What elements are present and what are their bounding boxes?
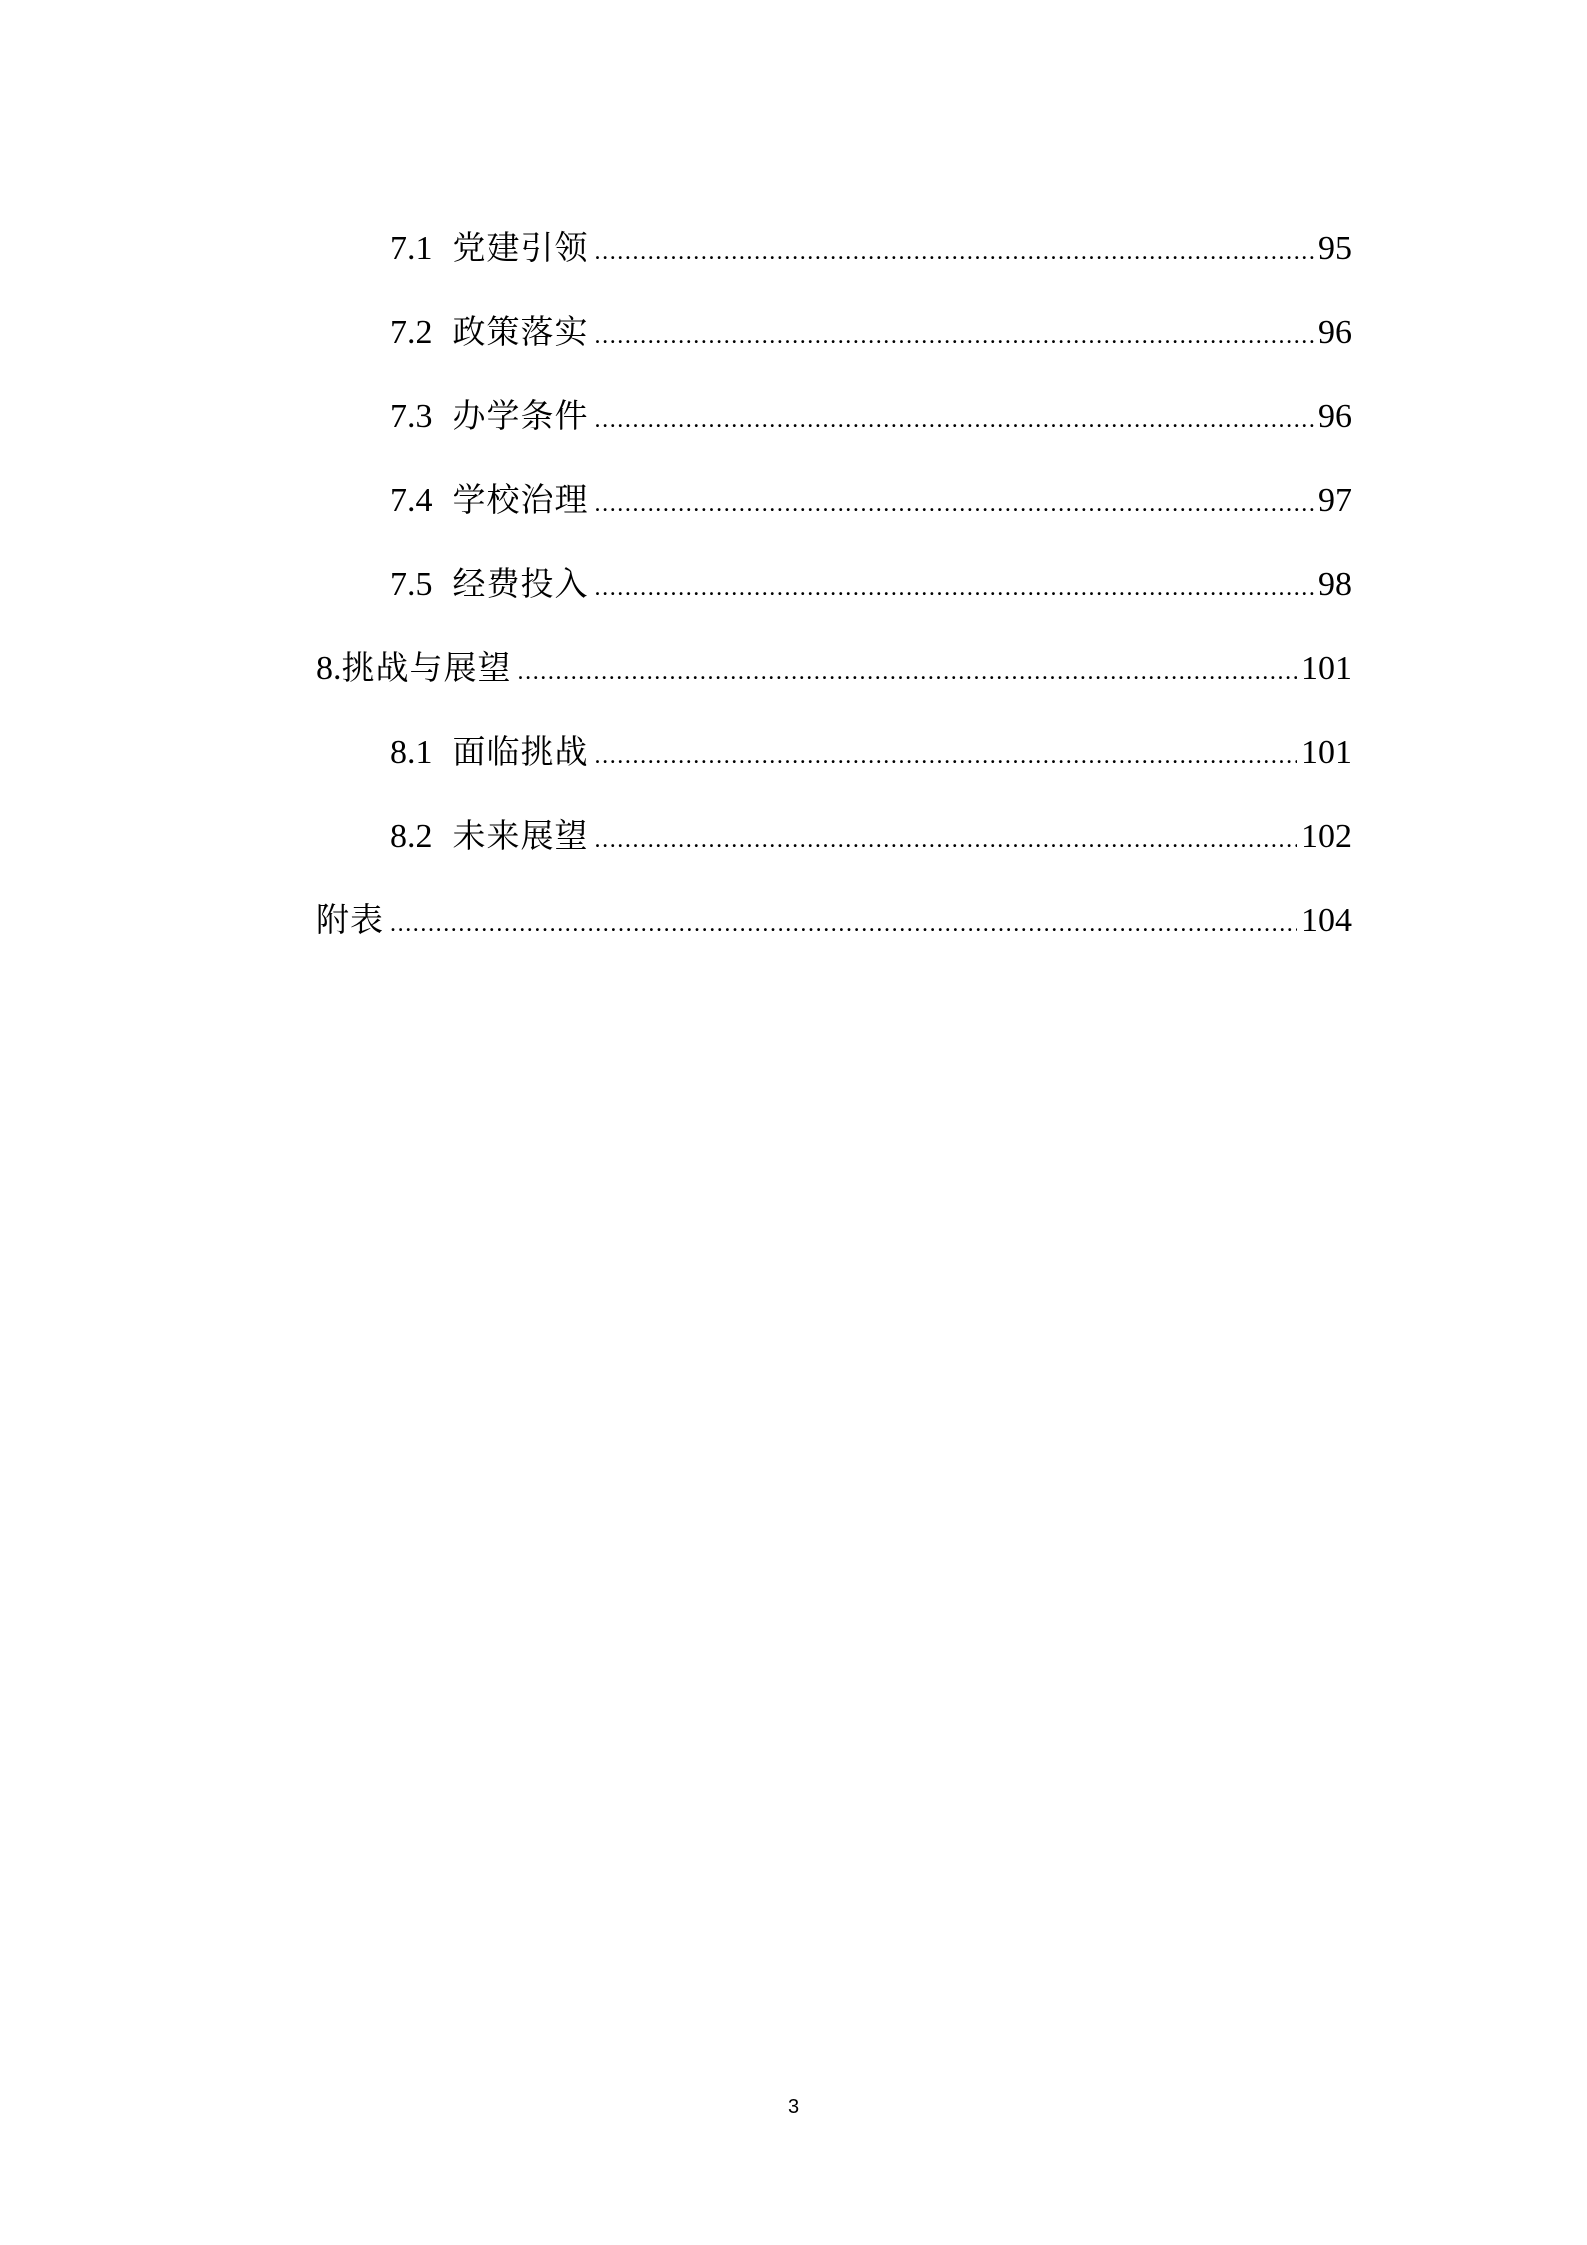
toc-entry-title: 经费投入 xyxy=(452,564,589,603)
toc-entry-title: 党建引领 xyxy=(452,228,589,267)
toc-entry-title: 学校治理 xyxy=(452,480,589,519)
toc-entry-page: 102 xyxy=(1301,818,1352,855)
toc-dot-leader xyxy=(595,306,1315,366)
toc-entry-title: 面临挑战 xyxy=(452,732,589,771)
toc-entry-title: 附表 xyxy=(316,900,384,939)
toc-entry-number: 7.1 xyxy=(390,230,433,267)
toc-dot-leader xyxy=(518,642,1298,702)
toc-entry-title: 办学条件 xyxy=(452,396,589,435)
toc-entry[interactable] xyxy=(390,218,1352,278)
toc-dot-leader xyxy=(595,474,1315,534)
toc-entry-page: 98 xyxy=(1318,566,1352,603)
toc-entry-page: 96 xyxy=(1318,398,1352,435)
toc-entry-page: 96 xyxy=(1318,314,1352,351)
toc-entry-number: 7.5 xyxy=(390,566,433,603)
toc-entry-page: 104 xyxy=(1301,902,1352,939)
toc-entry-appendix[interactable] xyxy=(316,890,1352,950)
toc-entry-number: 7.4 xyxy=(390,482,433,519)
toc-dot-leader xyxy=(595,390,1315,450)
toc-entry[interactable] xyxy=(390,806,1352,866)
toc-entry[interactable] xyxy=(390,722,1352,782)
toc-entry-number: 8. xyxy=(316,650,342,687)
toc-entry[interactable] xyxy=(390,554,1352,614)
toc-dot-leader xyxy=(595,558,1315,618)
toc-entry-title: 挑战与展望 xyxy=(341,648,512,687)
toc-entry[interactable] xyxy=(390,386,1352,446)
toc-dot-leader xyxy=(595,222,1315,282)
toc-entry-number: 8.2 xyxy=(390,818,433,855)
toc-dot-leader xyxy=(595,810,1298,870)
toc-dot-leader xyxy=(390,894,1297,954)
toc-entry-page: 101 xyxy=(1301,734,1352,771)
toc-entry-number: 7.2 xyxy=(390,314,433,351)
toc-entry-page: 95 xyxy=(1318,230,1352,267)
toc-entry[interactable] xyxy=(390,302,1352,362)
toc-entry[interactable] xyxy=(390,470,1352,530)
toc-entry-number: 8.1 xyxy=(390,734,433,771)
toc-entry-chapter[interactable] xyxy=(316,638,1352,698)
toc-entry-page: 97 xyxy=(1318,482,1352,519)
toc-entry-title: 政策落实 xyxy=(452,312,589,351)
toc-entry-title: 未来展望 xyxy=(452,816,589,855)
toc-entry-page: 101 xyxy=(1301,650,1352,687)
toc-dot-leader xyxy=(595,726,1298,786)
page-number: 3 xyxy=(787,2096,800,2118)
toc-entry-number: 7.3 xyxy=(390,398,433,435)
